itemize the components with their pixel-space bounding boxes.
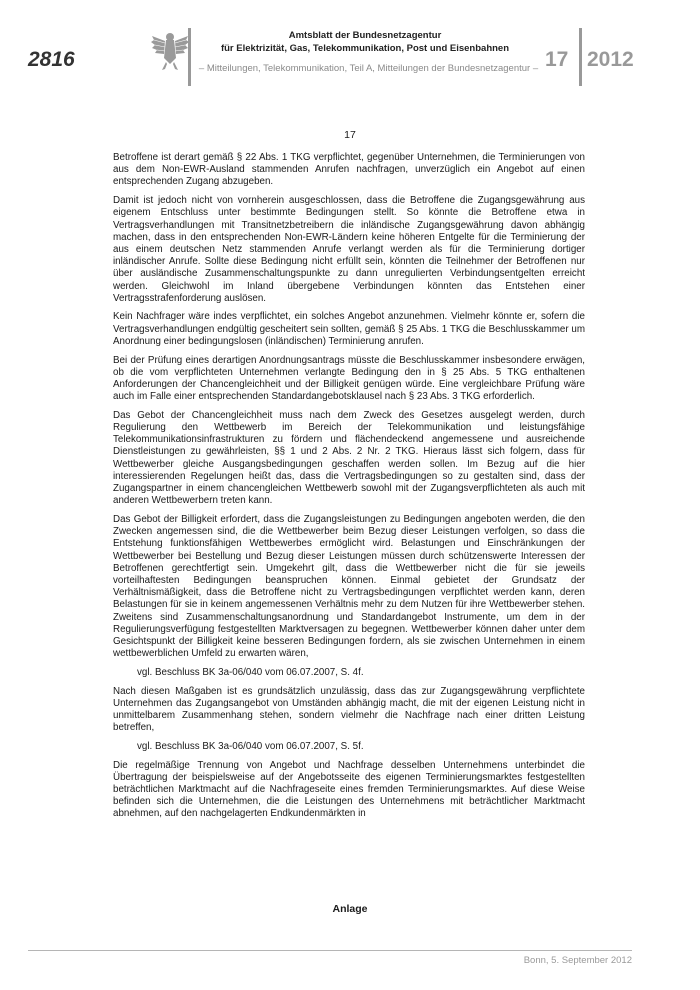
header-year: 2012 [587,48,634,71]
page-issue-number: 2816 [28,48,75,71]
footer-divider [28,950,632,951]
paragraph: Damit ist jedoch nicht von vornherein ausgeschlossen, dass die Betroffene die Zugangsgewährung aus eigenem Entschluss unter bestimmte Bedingungen stellt. So könnte die Betroffene etwa in Vertragsverhandlungen mit Transitnetzbetreibern die inländische Zugangsgewährung davon abhängig machen, dass in den entsprechenden Non-EWR-Ländern keine höheren Entgelte für die Terminierung der aus einem deutschen Netz stammenden Anrufe verlangt werden als für die Terminierung dortiger inländischer Anrufe. Sollte diese Bedingung nicht erfüllt sein, könnten die Teilnehmer der Betroffenen nur über ausländische Zusammenschaltungspunkte zu dann unregulierten Verbindungsentgelten erreicht werden. Gleichwohl im Inland übergebene Verbindungen könnten das Entstehen einer Vertragsstrafenforderung auslösen. [113,195,585,304]
body-text [113,152,585,827]
attachment-heading: Anlage [332,903,368,915]
citation: vgl. Beschluss BK 3a-06/040 vom 06.07.2007, S. 4f. [137,666,364,678]
paragraph: Die regelmäßige Trennung von Angebot und Nachfrage desselben Unternehmens unterbindet die Übertragung der beispielsweise auf der Angebotsseite des eigenen Terminierungsmarktes festgestellten beträchtlichen Marktmacht auf die Nachfrageseite eines fremden Terminierungsmarktes. Auf diese Weise befinden sich die Unternehmen, die die Leistungen des Unternehmens mit beträchtlicher Marktmacht abnehmen, auf den nachgelagerten Endkundenmärkten in [113,759,585,820]
header-issue: 17 [545,48,569,71]
citation: vgl. Beschluss BK 3a-06/040 vom 06.07.2007, S. 5f. [137,740,364,752]
paragraph: Das Gebot der Chancengleichheit muss nach dem Zweck des Gesetzes ausgelegt werden, durch Regulierung den Wettbewerb im Bereich der Telekommunikation und leistungsfähige Telekommunikationsinfrastrukturen zu fördern und flächendeckend angemessene und ausreichende Dienstleistungen zu gewährleisten, §§ 1 und 2 Abs. 2 Nr. 2 TKG. Hieraus lässt sich folgern, dass für Wettbewerber gleiche Ausgangsbedingungen geschaffen werden sollen. Im Bezug auf die hier interessierenden Regelungen heißt das, dass die Vertragsbedingungen so zu gestalten sind, dass der Zugangspartner in einem chancengleichen Wettbewerb sowohl mit der Zugangsverpflichteten als auch mit anderen Wettbewerbern treten kann. [113,409,585,507]
page-number: 17 [344,129,356,141]
federal-eagle-icon [150,28,190,72]
paragraph: Betroffene ist derart gemäß § 22 Abs. 1 TKG verpflichtet, gegenüber Unternehmen, die Terminierungen von aus dem Non-EWR-Ausland stammenden Anrufen nachfragen, unverzüglich ein Angebot auf einen entsprechenden Zugang abzugeben. [113,152,585,188]
paragraph: Kein Nachfrager wäre indes verpflichtet, ein solches Angebot anzunehmen. Vielmehr könnte er, sofern die Vertragsverhandlungen endgültig gescheitert sein sollten, gemäß § 25 Abs. 1 TKG die Beschlusskammer um Anordnung einer bedingungslosen (inländischen) Terminierung anrufen. [113,311,585,347]
header-divider-right [579,28,582,86]
journal-title: Amtsblatt der Bundesnetzagentur [288,30,442,41]
header-divider-left [188,28,191,86]
section-subtitle: – Mitteilungen, Telekommunikation, Teil A, Mitteilungen der Bundesnetzagentur – [198,63,539,74]
page-header [0,0,700,100]
paragraph: Das Gebot der Billigkeit erfordert, dass die Zugangsleistungen zu Bedingungen angeboten werden, die den Zwecken angemessen sind, die die Wettbewerber beim Bezug dieser Leistungen verfolgen, so dass die Entstehung funktionsfähigen Wettbewerbes ermöglicht wird. Belastungen und Einschränkungen der Wettbewerber bei Bestellung und Bezug dieser Leistungen müssen durch schützenswerte Interessen der Betroffenen gerechtfertigt sein. Umgekehrt gilt, dass die Wettbewerber nicht die für sie jeweils vorteilhaftesten Bedingungen beanspruchen können. Einmal gebietet der Grundsatz der Verhältnismäßigkeit, dass die Betroffene nicht zu Vertragsbedingungen verpflichtet werden kann, deren Belastungen für sie in keinem angemessenen Verhältnis mehr zu dem Nutzen für ihre Wettbewerber stehen. Zweitens sind Zusammenschaltungsanordnung und Standardangebot Instrumente, um dem in der Regulierungsverfügung festgestellten Marktversagen zu begegnen. Wettbewerber können daher unter dem Gesichtspunkt der Billigkeit keine besseren Bedingungen fordern, als sie zwischen Unternehmen in einem wettbewerblichen Umfeld zu erwarten wären, [113,513,585,660]
footer-place-date: Bonn, 5. September 2012 [523,955,632,966]
journal-subtitle: für Elektrizität, Gas, Telekommunikation, Post und Eisenbahnen [220,43,510,54]
paragraph: Bei der Prüfung eines derartigen Anordnungsantrags müsste die Beschlusskammer insbesondere erwägen, ob die vom verpflichteten Unternehmen verlangte Bedingung den in § 25 Abs. 5 TKG enthaltenen Anforderungen der Chancengleichheit und der Billigkeit genügen würde. Eine vergleichbare Prüfung wäre auch im Falle einer entsprechenden Standardangebotsklausel nach § 23 Abs. 3 TKG erforderlich. [113,354,585,403]
paragraph: Nach diesen Maßgaben ist es grundsätzlich unzulässig, dass das zur Zugangsgewährung verpflichtete Unternehmen das Zugangsangebot von Umständen abhängig macht, die mit der eigenen Leistung nicht in unmittelbarem Zusammenhang stehen, sondern vielmehr die Nachfrage nach einer dritten Leistung betreffen, [113,685,585,734]
